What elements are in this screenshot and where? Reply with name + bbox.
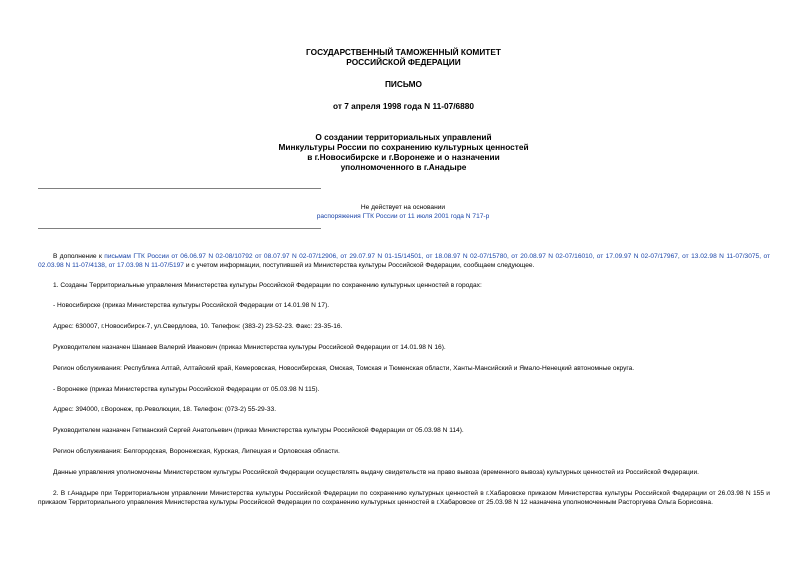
status-note-text: Не действует на основании — [360, 204, 446, 211]
paragraph-8: Руководителем назначен Гетманский Сергей Анатольевич (приказ Министерства культуры Российской Федерации от 05.03.98 N 114). — [53, 427, 464, 434]
paragraph-3: Адрес: 630007, г.Новосибирск-7, ул.Свердлова, 10. Телефон: (383-2) 23-52-23. Факс: 23-35-16. — [53, 323, 343, 330]
intro-suffix: и с учетом информации, поступившей из Министерства культуры Российской Федерации, сообщаем следующее. — [183, 262, 535, 269]
status-note — [228, 203, 578, 221]
intro-prefix: В дополнение к — [53, 253, 105, 260]
intro-paragraph — [38, 252, 770, 270]
paragraph-4: Руководителем назначен Шамаев Валерий Иванович (приказ Министерства культуры Российской Федерации от 14.01.98 N 16). — [53, 344, 446, 351]
doc-title-line3: в г.Новосибирске и г.Воронеже и о назначении — [307, 152, 500, 162]
divider-top — [38, 188, 321, 189]
paragraph-11: 2. В г.Анадыре при Территориальном управлении Министерства культуры Российской Федерации по сохранению культурных ценностей в г.Хабаровске приказом Министерства культуры Российской Федерации от 26.03.98 N 155 и приказом Территориального управления Министерства культуры Российской Федерации по сохранению культурных ценностей в г.Хабаровске от 25.03.98 N 12 назначена уполномоченным Расторгуева Ольга Борисовна. — [38, 490, 770, 506]
doc-title-line2: Минкультуры России по сохранению культурных ценностей — [278, 142, 529, 152]
paragraph-6: - Воронеже (приказ Министерства культуры Российской Федерации от 05.03.98 N 115). — [53, 386, 320, 393]
paragraph-2: - Новосибирске (приказ Министерства культуры Российской Федерации от 14.01.98 N 17). — [53, 302, 330, 309]
paragraph-7: Адрес: 394000, г.Воронеж, пр.Революции, 18. Телефон: (073-2) 55-29-33. — [53, 406, 277, 413]
divider-bottom — [38, 228, 321, 229]
doc-type: ПИСЬМО — [384, 79, 423, 89]
org-name-line2: РОССИЙСКОЙ ФЕДЕРАЦИИ — [346, 57, 461, 67]
doc-date: от 7 апреля 1998 года N 11-07/6880 — [333, 101, 474, 111]
intro-letters-link[interactable]: письмам ГТК России от 06.06.97 N 02-08/10792 от 08.07.97 N 02-07/12906, от 29.07.97 N 01-15/14501, от 18.08.97 N 02-07/15780, от 20.08.97 N 02-07/16010, от 17.09.97 N 02-07/17967, от 13.02.98 N 11-07/3075, от 02.03.98 N 11-07/4138, от 17.03.98 N 11-07/5197 — [38, 253, 770, 269]
paragraph-1: 1. Созданы Территориальные управления Министерства культуры Российской Федерации по сохранению культурных ценностей в городах: — [53, 282, 482, 289]
doc-title-line1: О создании территориальных управлений — [315, 132, 492, 142]
paragraph-10: Данные управления уполномочены Министерством культуры Российской Федерации осуществлять выдачу свидетельств на право вывоза (временного вывоза) культурных ценностей из Российской Федерации. — [53, 469, 699, 476]
doc-title-line4: уполномоченного в г.Анадыре — [340, 162, 467, 172]
paragraph-5: Регион обслуживания: Республика Алтай, Алтайский край, Кемеровская, Новосибирская, Омская, Томская и Тюменская области, Ханты-Мансийский и Ямало-Ненецкий автономные округа. — [53, 365, 635, 372]
org-name-line1: ГОСУДАРСТВЕННЫЙ ТАМОЖЕННЫЙ КОМИТЕТ — [306, 47, 501, 57]
status-note-link[interactable]: распоряжения ГТК России от 11 июля 2001 года N 717-р — [316, 213, 490, 220]
paragraph-9: Регион обслуживания: Белгородская, Воронежская, Курская, Липецкая и Орловская области. — [53, 448, 340, 455]
